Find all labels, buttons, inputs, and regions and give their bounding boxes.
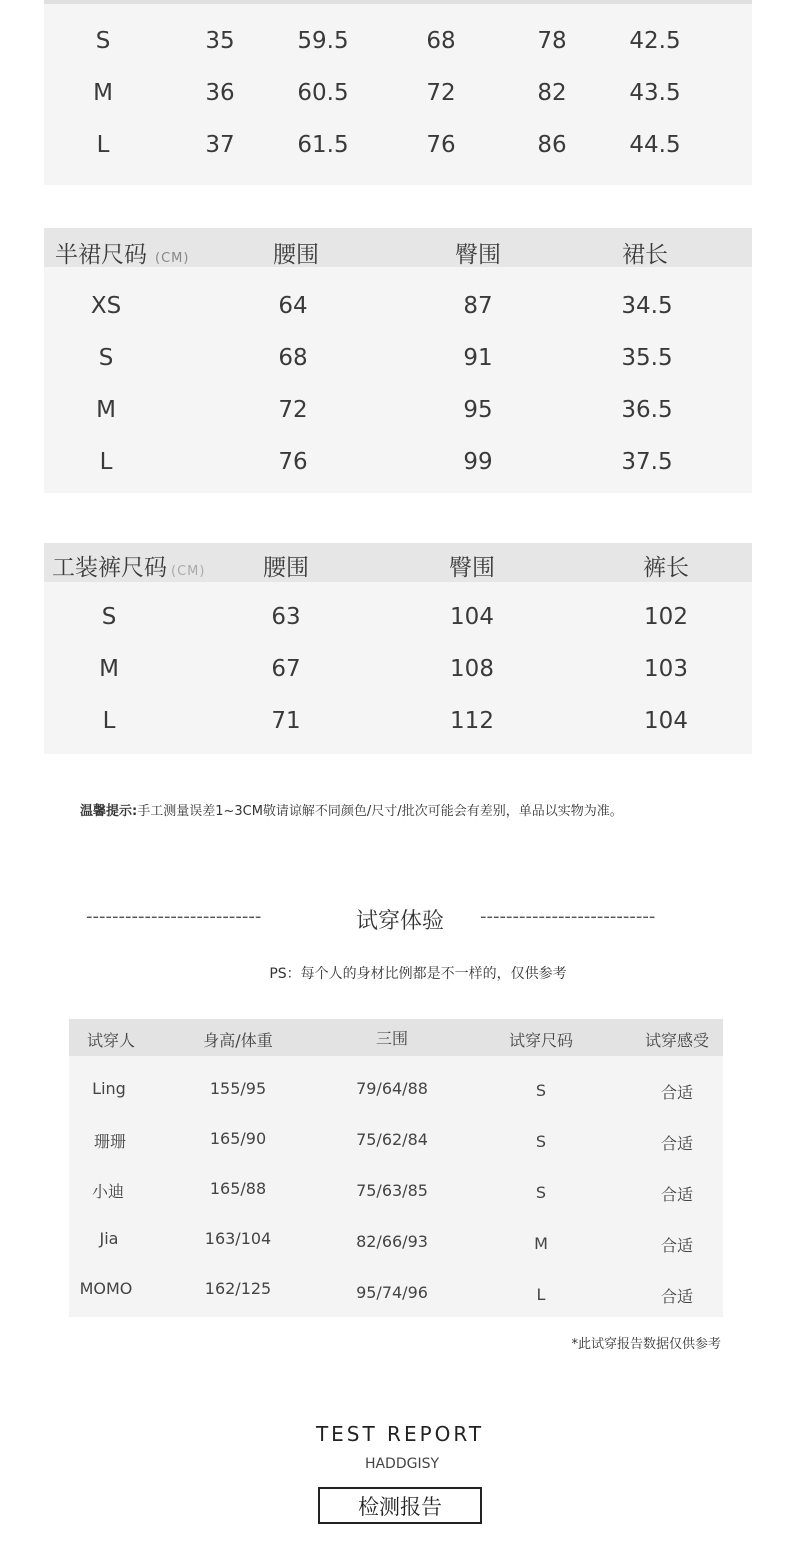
trial-table-cell: 合适 [660, 1134, 694, 1153]
skirt-table-title [55, 236, 189, 269]
trial-table-cell: S [535, 1081, 547, 1100]
skirt-table-cell: S [98, 345, 114, 371]
trial-table-cell: 合适 [660, 1236, 694, 1255]
skirt-table-cell: 68 [278, 345, 308, 371]
test-report-button[interactable] [318, 1487, 482, 1524]
trial-table-cell: 小迪 [91, 1182, 125, 1201]
skirt-header-hip: 臀围 [455, 242, 501, 268]
trial-table-cell: 95/74/96 [356, 1283, 428, 1302]
top-table-cell: S [95, 28, 111, 54]
top-table-cell: 44.5 [629, 132, 681, 158]
trial-table-cell: S [535, 1132, 547, 1151]
trial-ps-note: PS：每个人的身材比例都是不一样的，仅供参考 [269, 966, 567, 982]
trial-table-cell: 162/125 [204, 1279, 272, 1298]
trial-table-cell: Ling [92, 1079, 126, 1098]
trial-header-height-weight: 身高/体重 [203, 1031, 273, 1050]
top-table-cell: 86 [537, 132, 567, 158]
trial-table-cell: 珊珊 [93, 1132, 127, 1151]
trial-table-cell: 合适 [660, 1287, 694, 1306]
pants-table-title [52, 549, 205, 582]
top-table-cell: 72 [426, 80, 456, 106]
pants-table-cell: 112 [450, 708, 494, 734]
skirt-table-cell: L [99, 449, 113, 475]
trial-table-cell: Jia [99, 1229, 119, 1248]
trial-header-feeling: 试穿感受 [644, 1031, 710, 1050]
trial-header-person: 试穿人 [86, 1031, 136, 1050]
notice-line [80, 800, 623, 819]
top-table-cell: 82 [537, 80, 567, 106]
top-table-cell: 59.5 [297, 28, 349, 54]
skirt-table-cell: 37.5 [621, 449, 673, 475]
skirt-table-cell: 35.5 [621, 345, 673, 371]
trial-dashes-right: --------------------------- [480, 906, 656, 927]
trial-table-cell: 75/62/84 [356, 1130, 428, 1149]
test-report-title: TEST REPORT [315, 1422, 485, 1446]
skirt-table-cell: 91 [463, 345, 493, 371]
trial-table-cell: MOMO [79, 1279, 133, 1298]
pants-table-cell: 108 [450, 656, 494, 682]
pants-table-cell: 71 [271, 708, 301, 734]
trial-table-cell: S [535, 1183, 547, 1202]
pants-table-cell: 63 [271, 604, 301, 630]
trial-section-title: 试穿体验 [355, 909, 445, 934]
top-table-header-strip [44, 0, 752, 4]
pants-header-hip: 臀围 [449, 555, 495, 581]
skirt-table-cell: XS [90, 293, 122, 319]
pants-table-cell: 103 [644, 656, 688, 682]
notice-label: 温馨提示: [80, 804, 138, 819]
skirt-table-cell: 87 [463, 293, 493, 319]
pants-header-length: 裤长 [643, 555, 689, 581]
trial-table-cell: 82/66/93 [356, 1232, 428, 1251]
skirt-table-cell: 95 [463, 397, 493, 423]
top-table-cell: 36 [205, 80, 235, 106]
top-table-cell: L [96, 132, 110, 158]
test-report-button-label: 检测报告 [358, 1494, 442, 1519]
skirt-table-cell: M [96, 397, 116, 423]
pants-table-cell: L [102, 708, 116, 734]
test-report-brand: HADDGISY [364, 1456, 440, 1472]
trial-table-cell: 合适 [660, 1185, 694, 1204]
trial-header-size: 试穿尺码 [508, 1031, 574, 1050]
pants-table-cell: 104 [450, 604, 494, 630]
trial-table-cell: L [536, 1285, 546, 1304]
skirt-table-title-text: 半裙尺码 [55, 242, 147, 268]
notice-text: 手工测量误差1~3CM敬请谅解不同颜色/尺寸/批次可能会有差别，单品以实物为准。 [137, 804, 623, 819]
pants-table-cell: 67 [271, 656, 301, 682]
pants-table-cell: 104 [644, 708, 688, 734]
trial-table-cell: 165/88 [209, 1179, 267, 1198]
top-table-cell: 35 [205, 28, 235, 54]
skirt-header-length: 裙长 [622, 242, 668, 268]
pants-table-cell: M [99, 656, 119, 682]
pants-table-cell: S [101, 604, 117, 630]
trial-table-cell: 79/64/88 [356, 1079, 428, 1098]
skirt-table-cell: 34.5 [621, 293, 673, 319]
trial-header-measurements: 三围 [375, 1029, 409, 1048]
trial-footnote: *此试穿报告数据仅供参考 [571, 1337, 721, 1352]
top-table-cell: 37 [205, 132, 235, 158]
skirt-table-cell: 36.5 [621, 397, 673, 423]
pants-table-cell: 102 [644, 604, 688, 630]
trial-dashes-left: --------------------------- [86, 906, 262, 927]
pants-table-title-text: 工装裤尺码 [52, 555, 167, 581]
trial-table [69, 1019, 723, 1317]
skirt-table-cell: 76 [278, 449, 308, 475]
skirt-table-cell: 72 [278, 397, 308, 423]
top-table-cell: 68 [426, 28, 456, 54]
top-table-cell: 43.5 [629, 80, 681, 106]
top-table-cell: 78 [537, 28, 567, 54]
trial-table-cell: 75/63/85 [356, 1181, 428, 1200]
trial-table-cell: 合适 [660, 1083, 694, 1102]
skirt-table-unit: (CM) [155, 251, 190, 266]
trial-table-cell: M [534, 1234, 548, 1253]
top-table-cell: 42.5 [629, 28, 681, 54]
trial-table-cell: 155/95 [209, 1079, 267, 1098]
top-table-cell: 61.5 [297, 132, 349, 158]
top-table-cell: 76 [426, 132, 456, 158]
top-table-cell: M [93, 80, 113, 106]
skirt-table-cell: 64 [278, 293, 308, 319]
pants-table-unit: (CM) [171, 564, 206, 579]
top-table-cell: 60.5 [297, 80, 349, 106]
trial-table-cell: 165/90 [209, 1129, 267, 1148]
pants-header-waist: 腰围 [263, 555, 309, 581]
trial-table-cell: 163/104 [204, 1229, 272, 1248]
skirt-table-cell: 99 [463, 449, 493, 475]
skirt-header-waist: 腰围 [273, 242, 319, 268]
